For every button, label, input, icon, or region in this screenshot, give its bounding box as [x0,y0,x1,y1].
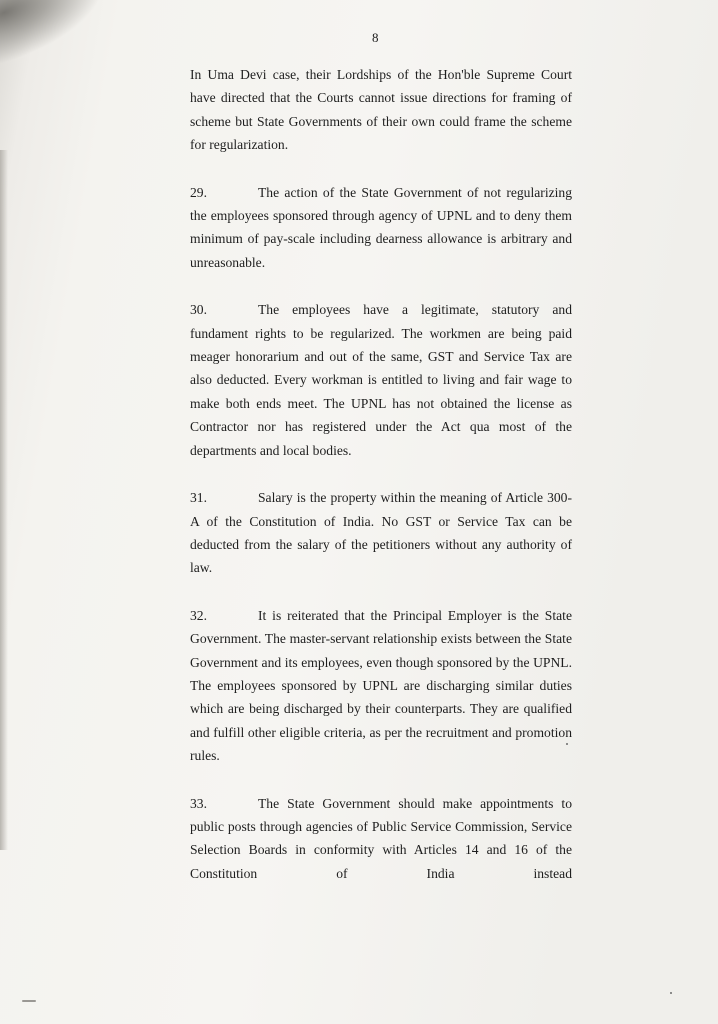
paragraph-text: The State Government should make appointments to public posts through agencies of Public Service Commission, Service Selection Boards in conformity with Articles 14 and 16 of the Constitution of India instead [190,795,572,881]
paragraph-number: 31. [190,490,207,506]
paragraph-continuation [190,63,572,157]
paragraph-31 [190,486,572,580]
paragraph-text: Salary is the property within the meaning of Article 300-A of the Constitution of India. No GST or Service Tax can be deducted from the salary of the petitioners without any authority of law. [190,490,572,576]
page-number: 8 [372,30,379,45]
paragraph-text: It is reiterated that the Principal Employer is the State Government. The master-servant relationship exists between the State Government and its employees, even though sponsored by the UPNL. The employees sponsored by UPNL are discharging similar duties which are being discharged by their counterparts. They are qualified and fulfill other eligible criteria, as per the recruitment and promotion rules. [190,607,572,764]
paragraph-text: The action of the State Government of not regularizing the employees sponsored through agency of UPNL and to deny them minimum of pay-scale including dearness allowance is arbitrary and unreasonable. [190,184,572,270]
paragraph-32 [190,604,572,768]
paragraph-text: The employees have a legitimate, statutory and fundament rights to be regularized. The workmen are being paid meager honorarium and out of the same, GST and Service Tax are also deducted. Every workman is entitled to living and fair wage to make both ends meet. The UPNL has not obtained the license as Contractor nor has registered under the Act qua most of the departments and local bodies. [190,302,572,458]
folded-corner-shadow [0,0,119,73]
paragraph-text: In Uma Devi case, their Lordships of the Hon'ble Supreme Court have directed that the Courts cannot issue directions for framing of scheme but State Governments of their own could frame the scheme for regularization. [190,67,572,153]
paragraph-number: 30. [190,302,207,318]
paragraph-29 [190,181,572,275]
paragraph-30 [190,298,572,462]
speck [566,743,568,745]
paragraph-number: 33. [190,795,207,811]
page-edge-shadow [0,150,8,850]
paragraph-number: 29. [190,184,207,200]
speck [670,992,672,994]
document-body [190,63,572,909]
paragraph-33 [190,792,572,886]
paragraph-number: 32. [190,607,207,623]
speck [22,1000,36,1002]
